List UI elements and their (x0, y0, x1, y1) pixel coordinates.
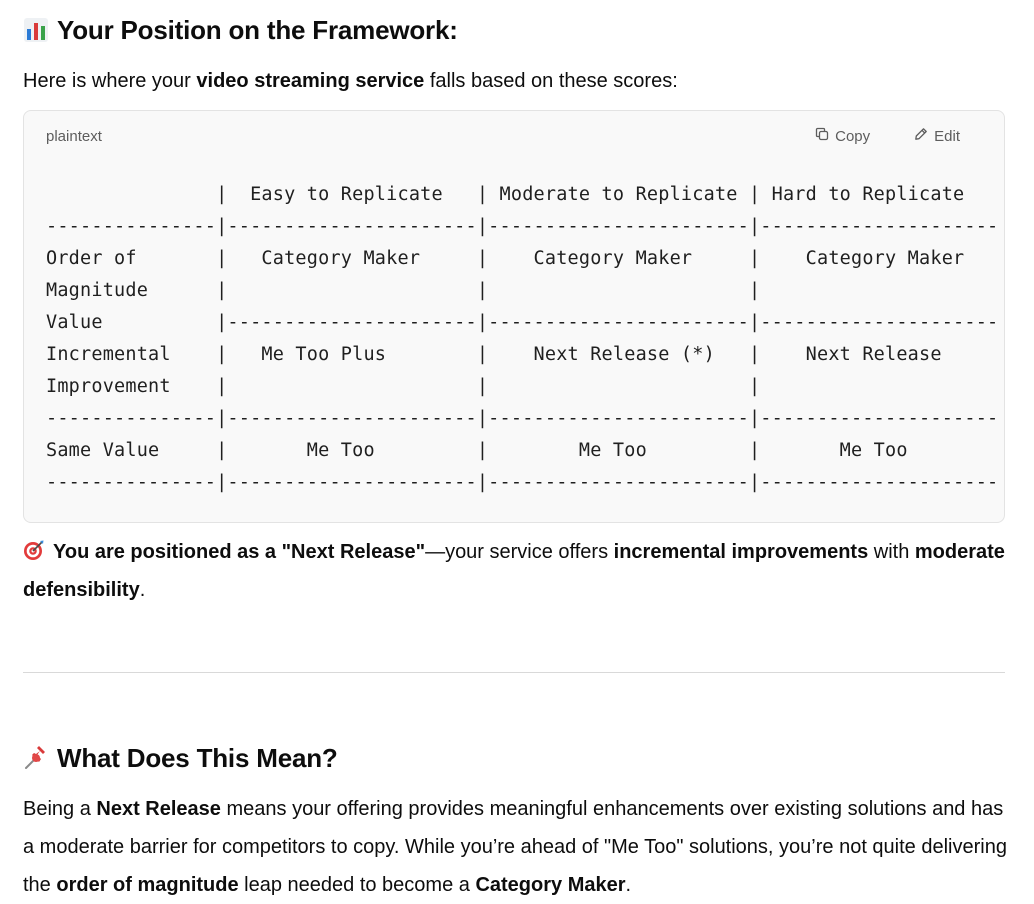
section-title: What Does This Mean? (57, 743, 338, 773)
meaning-paragraph: Being a Next Release means your offering provides meaningful enhancements over existing solutions and has a moderate barrier for competitors to copy. While you’re ahead of "Me Too" solutions, you’re not quite delivering the order of magnitude leap needed to become a Category Maker. (23, 798, 1007, 896)
code-block-header (46, 125, 960, 147)
code-language-label: plaintext (46, 127, 102, 145)
code-line: Same Value | Me Too | Me Too | Me Too (46, 440, 908, 461)
code-line: Improvement | | | (46, 376, 761, 397)
code-line: Order of | Category Maker | Category Maker | Category Maker (46, 248, 965, 269)
code-line: Magnitude | | | (46, 280, 761, 301)
edit-button[interactable]: Edit (914, 127, 960, 145)
code-line: Incremental | Me Too Plus | Next Release (*) | Next Release (46, 344, 942, 365)
intro-paragraph: Here is where your video streaming service falls based on these scores: (23, 70, 678, 92)
result-paragraph: You are positioned as a "Next Release"—your service offers incremental improvements with moderate defensibility. (23, 533, 1005, 609)
section-title: Your Position on the Framework: (57, 15, 458, 45)
code-line: Value |----------------------|-----------------------|--------------------- (46, 312, 999, 333)
divider (23, 672, 1005, 673)
code-line: ---------------|----------------------|-----------------------|--------------------- (46, 472, 999, 493)
pencil-icon (914, 127, 928, 145)
code-text (46, 179, 998, 499)
section-heading-meaning (23, 742, 338, 774)
code-line: ---------------|----------------------|-----------------------|--------------------- (46, 216, 999, 237)
pushpin-icon (23, 745, 49, 771)
bar-chart-icon (23, 17, 49, 43)
section-heading-position (23, 14, 458, 46)
code-line: | Easy to Replicate | Moderate to Replicate | Hard to Replicate (46, 184, 965, 205)
code-line: ---------------|----------------------|-----------------------|--------------------- (46, 408, 999, 429)
target-icon (23, 536, 45, 558)
copy-icon (815, 127, 829, 145)
copy-button[interactable]: Copy (815, 127, 870, 145)
code-actions (815, 127, 960, 145)
code-block (23, 110, 1005, 523)
